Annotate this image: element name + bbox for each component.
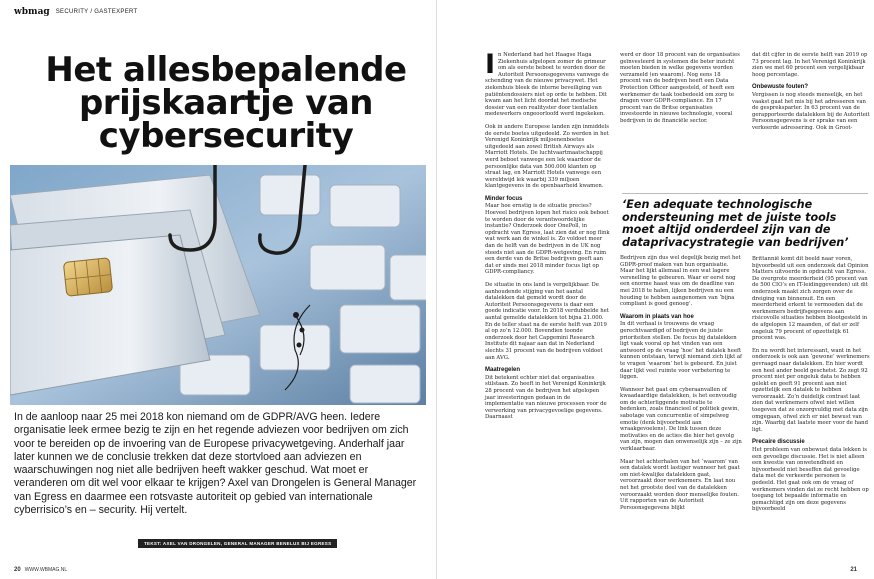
paragraph: Het probleem van onbewust data lekken is een gevoelige discussie. Het is niet alleen een kwestie van onwetendheid en bijvoorbeeld niet beseffen dat gevoelige data met de verkeerde personen is gedeeld. Het gaat ook om de vraag of werknemers vinden dat ze recht hebben op toegang tot bepaalde informatie en gemachtigd zijn om deze gegevens bijvoorbeeld bbox=[752, 447, 869, 513]
page-number: 20 bbox=[14, 567, 21, 573]
paragraph: werd er door 18 procent van de organisaties geïnvesteerd in systemen die beter inzicht moeten bieden in welke gegevens worden verzameld (en waarom). Nog eens 18 procent van de bedrijven heeft een Data Protection Officer aangesteld, of heeft een werknemer de taak toebedeeld om zorg te dragen voor GDPR-compliance. En 17 procent van de Britse organisaties investeerde in nieuwe technologie, vooral bedrijven in de financiële sector. bbox=[620, 52, 740, 124]
right-page bbox=[436, 0, 874, 579]
column-3-bottom bbox=[752, 256, 870, 519]
paragraph: Vergissen is nog steeds menselijk, en het vaakst gaat het mis bij het adresseren van de gespreksparter. In 63 procent van de gerapporteerde datalekken bij de Autoriteit Persoonsgegevens is er sprake van een verkeerde adressering. Ook in Groot- bbox=[752, 91, 870, 131]
subheading: Minder focus bbox=[485, 195, 523, 202]
column-2-bottom bbox=[620, 255, 742, 517]
article-photo bbox=[10, 165, 426, 405]
magazine-logo: wbmag bbox=[14, 7, 50, 17]
subheading: Onbewuste fouten? bbox=[752, 84, 808, 91]
column-1 bbox=[485, 49, 610, 427]
article-headline: Het allesbepalende prijskaartje van cybersecurity bbox=[45, 50, 407, 156]
pull-quote: ‘Een adequate technologische ondersteuning met de juiste tools moet altijd onderdeel zijn van de dataprivacystrategie van bedrijven’ bbox=[622, 193, 868, 249]
column-2-top bbox=[620, 52, 742, 131]
paragraph: In Nederland had het Haagse Haga Ziekenhuis afgelopen zomer de primeur om als eerste beboet te worden door de Autoriteit Persoonsgegevens vanwege de schending van de nieuwe privacywet. Het ziekenhuis bleek de interne beveiliging van patiëntendossiers niet op orde te hebben. Dit kwam aan het licht doordat het medische dossier van een realityster door tientallen medewerkers ongeoorloofd werd ingekeken. bbox=[485, 49, 609, 118]
paragraph: dat dit cijfer in de eerste helft van 2019 op 73 procent lag. In het Verenigd Koninkrijk zien we met 60 procent een vergelijkbaar hoog percentage. bbox=[752, 52, 868, 78]
paragraph: In dit verhaal is trouwens de vraag gerechtvaardigd of bedrijven de juiste prioriteiten stellen. De focus bij datalekken ligt vaak vooral op het vinden van een antwoord op de vraag ‘hoe’ het datalek heeft kunnen ontstaan, terwijl niemand zich lijkt af te vragen ‘waarom’ het is gebeurd. En juist daar lijkt veel ruimte voor verbetering te liggen. bbox=[620, 321, 743, 381]
paragraph: Bedrijven zijn dus wel degelijk bezig met het GDPR-proof maken van hun organisatie. Maar het lijkt allemaal in een wat lagere versnelling te gebeuren. Waar er eerst nog een enorme haast was om de deadline van mei 2018 te halen, lijken bedrijven nu een houding te hebben aangenomen van ‘bijna compliant is goed genoeg’. bbox=[620, 255, 741, 308]
subheading: Precaire discussie bbox=[752, 439, 805, 446]
article-intro: In de aanloop naar 25 mei 2018 kon niemand om de GDPR/AVG heen. Iedere organisatie leek ermee bezig te zijn en het regende adviezen voor bedrijven om zich voor te bereiden op de invoering van de Europese privacywetgeving. Anderhalf jaar later kunnen we de conclusie trekken dat deze stortvloed aan adviezen en waarschuwingen nog niet alle bedrijven heeft wakker geschud. Wat moet er veranderen om dit wel voor elkaar te krijgen? Axel van Drongelen is General Manager van Egress en daarmee een rotsvaste autoriteit op gebied van internationale cyberrisico’s en – security. Hij vertelt. bbox=[14, 411, 417, 517]
paragraph: De situatie in ons land is vergelijkbaar. De aanhoudende stijging van het aantal datalekken dat gemeld wordt door de Autoriteit Persoonsgegevens is daar een goede indicatie voor. In 2018 verdubbelde het aantal gemelde datalekken tot bijna 21.000. En de teller staat na de eerste helft van 2019 al op zo’n 12.000. Bovendien toonde onderzoek door het Capgemini Research Institute dit najaar aan dat in Nederland slechts 31 procent van de bedrijven voldoet aan AVG. bbox=[485, 282, 609, 361]
paragraph: Ook in andere Europese landen zijn inmiddels de eerste boetes uitgedeeld. Zo werden in het Verenigd Koninkrijk miljoenenboetes uitgedeeld aan zowel British Airways als Marriott Hotels. De luchtvaartmaatschappij werd beboet vanwege een lek waardoor de persoonlijke data van 500.000 klanten op straat lag, en Marriott Hotels vanwege een wereldwijd lek waarbij 339 miljoen klantgegevens in de openbaarheid kwamen. bbox=[485, 123, 609, 190]
dropcap: I bbox=[485, 49, 496, 80]
page-number: 21 bbox=[850, 567, 857, 573]
subheading: Waarom in plaats van hoe bbox=[620, 313, 694, 320]
section-label: SECURITY / GASTEXPERT bbox=[55, 9, 138, 15]
page-header bbox=[14, 7, 137, 17]
paragraph: Brittannië komt dit beeld naar voren, bijvoorbeeld uit een onderzoek dat Opinion Matters uitvoerde in opdracht van Egress. De overgrote meerderheid (95 procent van de 500 CIO’s en IT-leidinggevenden) uit dit onderzoek maakt zich zorgen over de dreiging van binnenuit. En een meerderheid erkent te vermoeden dat de werknemers bedrijfsgegevens aan risicovolle situaties hebben blootgesteld in de afgelopen 12 maanden, of dat er zelf ongeluk 79 procent of opzettelijk 61 procent was. bbox=[752, 256, 869, 342]
author-caption: TEKST: AXEL VAN DRONGELEN, GENERAL MANAGER BENELUX BIJ EGRESS bbox=[138, 539, 337, 548]
paragraph: Maar hoe ernstig is de situatie precies? Hoeveel bedrijven lopen het risico ook beboet te worden door de verantwoordelijke instantie? Onderzoek door OnePoll, in opdracht van Egress, laat zien dat er nog flink wat werk aan de winkel is. Zo voldoet meer dan de helft van de bedrijven in de UK nog steeds niet aan de GDPR-wetgeving. En ruim een derde van de Britse bedrijven geeft aan dat er sinds mei 2018 minder focus ligt op GDPR-compliancy. bbox=[485, 203, 610, 276]
footer-site: WWW.WBMAG.NL bbox=[24, 567, 68, 573]
paragraph: Maar het achterhalen van het ‘waarom’ van een datalek wordt lastiger wanneer het gaat om niet-kwalijke datalekken gaat, veroorzaakt door werknemers. En laat nou net het grootste deel van de datalekken veroorzaakt worden door menselijke fouten. Uit rapporten van de Autoriteit Persoonsgegevens blijkt bbox=[620, 458, 740, 511]
credit-card-fishhook-illustration bbox=[10, 165, 426, 405]
left-page bbox=[0, 0, 436, 579]
subheading: Maatregelen bbox=[485, 367, 521, 374]
footer-right bbox=[850, 567, 861, 573]
footer-left bbox=[14, 567, 67, 573]
paragraph: Dit betekent echter niet dat organisaties stilstaan. Zo heeft in het Verenigd Koninkrijk 28 procent van de bedrijven het afgelopen jaar investeringen gedaan in de implementatie van nieuwe processen voor de verwerking van privacygevoelige gegevens. Daarnaast bbox=[485, 374, 607, 421]
paragraph: Wanneer het gaat om cyberaanvallen of kwaadaardige datalekken, is het eenvoudig om de achterliggende motivatie te bedenken, zoals financieel of politiek gewin, sabotage van concurrentie of simpelweg emotie (denk bijvoorbeeld aan wraakgevoelens). De link tussen deze motivaties en de acties die hier het gevolg van zijn, mogen dan onwenselijk zijn – ze zijn verklaarbaar. bbox=[620, 386, 742, 453]
paragraph: En nu wordt het interessant, want in het onderzoek is ook aan ‘gewone’ werknemers gevraagd naar datalekken. En hier wordt een heel ander beeld geschetst. Zo zegt 92 procent niet per ongeluk data te hebben gelekt en geeft 91 procent aan niet opzettelijk een datalek te hebben veroorzaakt. Zo’n duidelijk contrast laat zien dat werknemers ofwel niet willen toegeven dat ze onzorgvuldig met data zijn omgegaan, ofwel zich er niet bewust van zijn. Waarbij dat laatste meer voor de hand ligt. bbox=[752, 347, 870, 433]
column-3-top bbox=[752, 52, 870, 138]
